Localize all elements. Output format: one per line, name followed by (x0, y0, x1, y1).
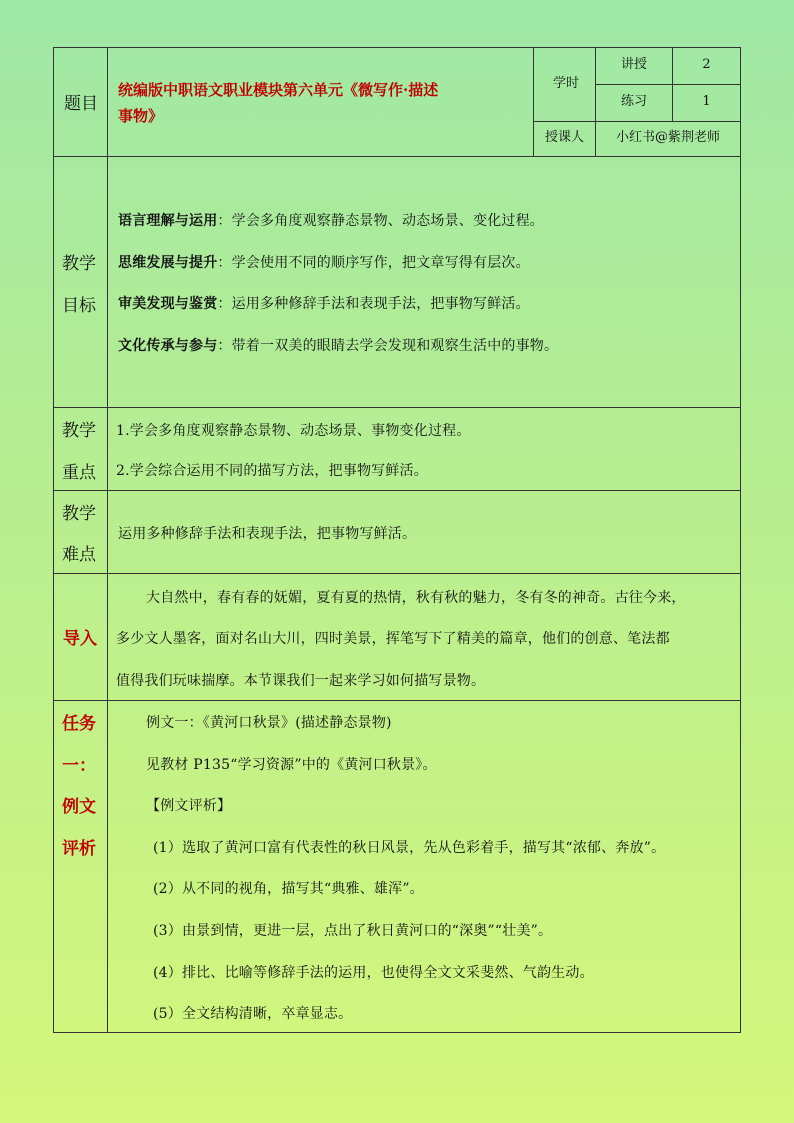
task1-line: (3）由景到情，更进一层，点出了秋日黄河口的“深奥”“壮美”。 (153, 923, 553, 939)
difficulties-label-line1: 教学 (62, 504, 96, 524)
goal-body: ：运用多种修辞手法和表现手法，把事物写鲜活。 (217, 296, 530, 312)
goal-item (118, 336, 558, 356)
table-border (53, 573, 741, 574)
difficulties-label-line2: 难点 (62, 545, 96, 565)
task1-line: (5）全文结构清晰，卒章显志。 (153, 1006, 353, 1022)
task1-label-line: 例文 (62, 797, 96, 817)
table-border (53, 407, 741, 408)
task1-label-line: 评析 (62, 839, 96, 859)
practice-label: 练习 (620, 94, 647, 109)
lesson-title-line2: 事物》 (118, 107, 164, 125)
goal-head: 审美发现与鉴赏 (118, 296, 218, 312)
goal-body: ：学会多角度观察静态景物、动态场景、变化过程。 (217, 213, 545, 229)
goals-label-line1: 教学 (62, 254, 96, 274)
lesson-title-line1: 统编版中职语文职业模块第六单元《微写作·描述 (118, 81, 439, 99)
table-border (595, 84, 741, 85)
goal-head: 语言理解与运用 (118, 213, 218, 229)
difficulties-text: 运用多种修辞手法和表现手法，把事物写鲜活。 (118, 526, 417, 542)
goals-label-line2: 目标 (62, 296, 96, 316)
task1-line: (2）从不同的视角，描写其“典雅、雄浑”。 (153, 881, 424, 897)
goal-item (118, 294, 530, 314)
table-border-top (53, 47, 741, 48)
task1-line: 【例文评析】 (146, 798, 232, 814)
task1-label-line: 任务 (62, 714, 96, 734)
table-border (53, 700, 741, 701)
practice-hours-value: 1 (702, 94, 711, 109)
hours-label: 学时 (553, 76, 580, 91)
key-point-item: 2.学会综合运用不同的描写方法，把事物写鲜活。 (116, 463, 428, 479)
key-point-item: 1.学会多角度观察静态景物、动态场景、事物变化过程。 (116, 423, 471, 439)
table-border-right (740, 47, 741, 1033)
task1-line: (4）排比、比喻等修辞手法的运用，也使得全文文采斐然、气韵生动。 (153, 965, 594, 981)
goal-body: ：学会使用不同的顺序写作，把文章写得有层次。 (217, 255, 530, 271)
intro-label: 导入 (63, 629, 97, 649)
task1-line: 例文一：《黄河口秋景》(描述静态景物) (146, 715, 392, 731)
table-border (53, 156, 741, 157)
lecture-hours-value: 2 (702, 57, 711, 72)
lecture-label: 讲授 (620, 57, 647, 72)
goal-item (118, 253, 530, 273)
goal-item (118, 211, 544, 231)
goal-head: 思维发展与提升 (118, 255, 218, 271)
table-border-left (53, 47, 54, 1033)
key-points-label-line2: 重点 (62, 463, 96, 483)
teacher-value: 小红书@紫荆老师 (615, 130, 720, 145)
task1-line: 见教材 P135“学习资源”中的《黄河口秋景》。 (146, 757, 437, 773)
intro-line: 多少文人墨客，面对名山大川，四时美景，挥笔写下了精美的篇章，他们的创意、笔法都 (116, 631, 670, 647)
table-border (533, 121, 741, 122)
intro-line: 值得我们玩味揣摩。本节课我们一起来学习如何描写景物。 (116, 673, 486, 689)
key-points-label-line1: 教学 (62, 421, 96, 441)
task1-label-line: 一： (62, 756, 96, 776)
table-border (53, 490, 741, 491)
intro-line: 大自然中，春有春的妩媚，夏有夏的热情，秋有秋的魅力，冬有冬的神奇。古往今来， (146, 590, 686, 606)
goal-body: ：带着一双美的眼睛去学会发现和观察生活中的事物。 (217, 338, 559, 354)
table-border-bottom (53, 1032, 741, 1033)
teacher-label: 授课人 (544, 130, 584, 145)
goal-head: 文化传承与参与 (118, 338, 218, 354)
task1-line: (1）选取了黄河口富有代表性的秋日风景，先从色彩着手，描写其“浓郁、奔放”。 (153, 840, 666, 856)
title-label: 题目 (64, 94, 98, 114)
table-border (107, 47, 108, 1033)
